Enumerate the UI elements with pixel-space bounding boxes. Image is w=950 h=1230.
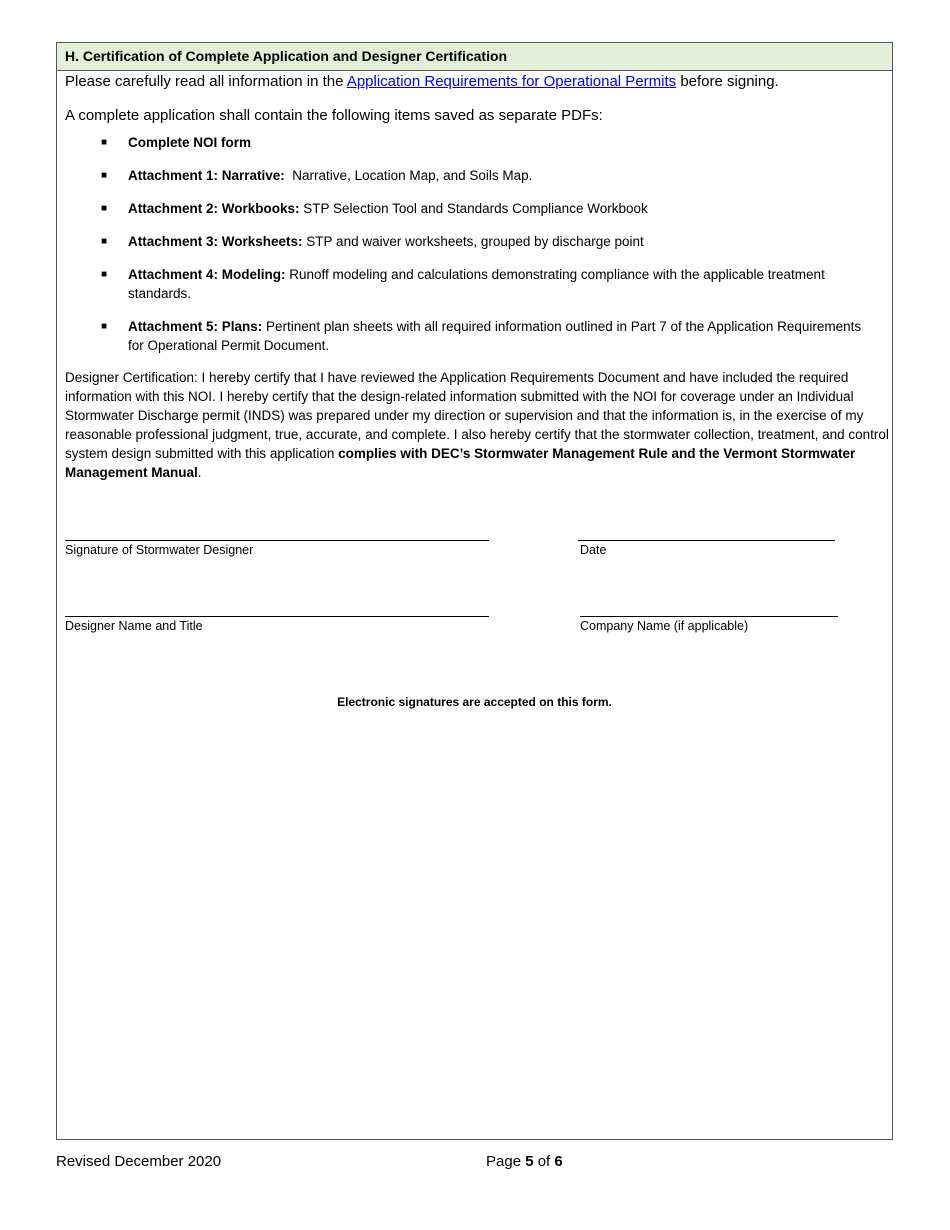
square-bullet-icon: ■	[101, 203, 108, 214]
square-bullet-icon: ■	[101, 321, 108, 332]
item-text: Narrative, Location Map, and Soils Map.	[284, 168, 533, 183]
certification-body: Designer Certification: I hereby certify that I have reviewed the Application Requirements Document and have included the required information with this NOI. I hereby certify that the design-related information submitted with the NOI for coverage under an Individual Stormwater Discharge permit (INDS) was prepared under my direction or supervision and that the information is, in the exercise of my reasonable professional judgment, true, accurate, and complete. I also hereby certify that the stormwater collection, treatment, and control system design submitted with this application	[65, 370, 889, 461]
list-item	[97, 317, 877, 355]
designer-name-label: Designer Name and Title	[65, 619, 203, 633]
square-bullet-icon: ■	[101, 269, 108, 280]
revised-date: Revised December 2020	[56, 1153, 222, 1170]
page-total: 6	[554, 1153, 563, 1170]
item-label: Attachment 2: Workbooks:	[128, 201, 300, 216]
item-text: STP and waiver worksheets, grouped by discharge point	[302, 234, 644, 249]
item-text: Pertinent plan sheets with all required information outlined in Part 7 of the Application Requirements for Operational Permit Document.	[128, 319, 862, 353]
item-text: Runoff modeling and calculations demonstrating compliance with the applicable treatment standards.	[128, 267, 825, 301]
item-label: Attachment 5: Plans:	[128, 319, 263, 334]
intro-after: before signing.	[676, 73, 779, 90]
signature-line[interactable]	[65, 540, 489, 541]
required-items-list	[97, 133, 877, 369]
electronic-signature-note: Electronic signatures are accepted on this form.	[337, 695, 612, 709]
item-text: STP Selection Tool and Standards Compliance Workbook	[299, 201, 648, 216]
page-number	[486, 1153, 563, 1170]
lead-text: A complete application shall contain the following items saved as separate PDFs:	[65, 107, 603, 124]
list-item	[97, 166, 877, 185]
designer-certification-text	[65, 368, 890, 482]
section-title: H. Certification of Complete Application and Designer Certification	[57, 43, 892, 71]
item-label: Attachment 4: Modeling:	[128, 267, 286, 282]
square-bullet-icon: ■	[101, 137, 108, 148]
intro-before: Please carefully read all information in the	[65, 73, 347, 90]
application-requirements-link[interactable]: Application Requirements for Operational Permits	[346, 73, 677, 90]
page-prefix: Page	[486, 1153, 526, 1170]
page-of: of	[533, 1153, 555, 1170]
item-label: Attachment 1: Narrative:	[128, 168, 285, 183]
intro-text	[65, 73, 779, 90]
company-name-label: Company Name (if applicable)	[580, 619, 749, 633]
list-item	[97, 133, 877, 152]
certification-bold: complies with DEC’s Stormwater Management Rule and the Vermont Stormwater Management Manual	[65, 446, 856, 480]
square-bullet-icon: ■	[101, 170, 108, 181]
list-item	[97, 199, 877, 218]
item-label: Attachment 3: Worksheets:	[128, 234, 303, 249]
certification-section	[56, 42, 893, 1140]
date-label: Date	[580, 543, 607, 557]
designer-name-line[interactable]	[65, 616, 489, 617]
list-item	[97, 265, 877, 303]
item-label: Complete NOI form	[128, 135, 252, 150]
date-line[interactable]	[578, 540, 835, 541]
square-bullet-icon: ■	[101, 236, 108, 247]
certification-end: .	[197, 465, 202, 480]
company-name-line[interactable]	[580, 616, 838, 617]
page-current: 5	[525, 1153, 534, 1170]
signature-label: Signature of Stormwater Designer	[65, 543, 254, 557]
list-item	[97, 232, 877, 251]
